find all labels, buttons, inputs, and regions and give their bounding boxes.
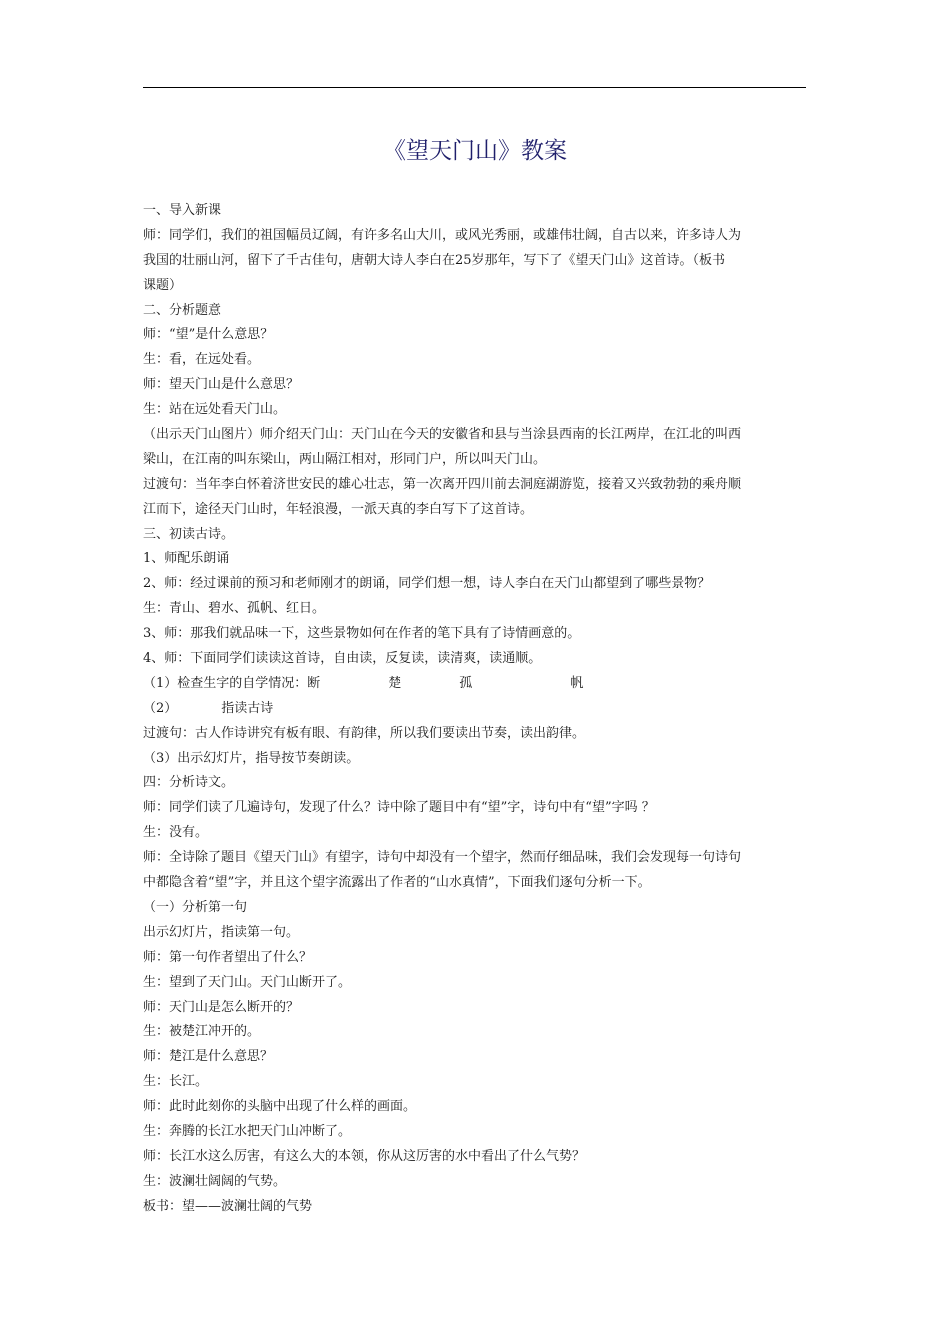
character-item: 帆	[570, 675, 584, 691]
document-body	[143, 199, 808, 1220]
text-line: 3、师：那我们就品味一下，这些景物如何在作者的笔下具有了诗情画意的。	[143, 626, 581, 642]
text-line: 生：望到了天门山。天门山断开了。	[143, 974, 352, 990]
text-line: 师：“望”是什么意思？	[143, 327, 274, 343]
text-line: 出示幻灯片，指读第一句。	[143, 924, 300, 940]
text-line: 生：被楚江冲开的。	[143, 1024, 261, 1040]
text-line: 师：天门山是怎么断开的？	[143, 999, 300, 1015]
text-line: 4、师：下面同学们读读这首诗，自由读，反复读，读清爽，读通顺。	[143, 651, 542, 667]
header-rule	[143, 87, 806, 88]
character-item: 楚	[388, 675, 402, 691]
text-line: 师：第一句作者望出了什么？	[143, 949, 313, 965]
text-line: 我国的壮丽山河，留下了千古佳句，唐朝大诗人李白在25岁那年，写下了《望天门山》这首诗。（板书	[143, 252, 726, 268]
text-line: 生：长江。	[143, 1074, 209, 1090]
step-text: 指读古诗	[221, 700, 274, 716]
text-line: （3）出示幻灯片，指导按节奏朗读。	[143, 750, 360, 766]
text-line: 生：青山、碧水、孤帆、红日。	[143, 601, 326, 617]
text-line: 师：楚江是什么意思？	[143, 1049, 274, 1065]
text-line: 1、师配乐朗诵	[143, 551, 230, 567]
subsection-heading: （一）分析第一句	[143, 899, 248, 915]
text-line: 师：此时此刻你的头脑中出现了什么样的画面。	[143, 1099, 417, 1115]
text-line: 生：没有。	[143, 825, 209, 841]
text-line: 生：站在远处看天门山。	[143, 402, 287, 418]
text-line: 2、师：经过课前的预习和老师刚才的朗诵，同学们想一想，诗人李白在天门山都望到了哪些景物？	[143, 576, 711, 592]
character-item: 孤	[459, 675, 473, 691]
text-line: 课题）	[143, 277, 183, 293]
character-check-prefix: （1）检查生字的自学情况：断	[143, 675, 321, 691]
text-line: 师：同学们读了几遍诗句，发现了什么？诗中除了题目中有“望”字，诗句中有“望”字吗 ？	[143, 800, 655, 816]
text-line: 一、导入新课	[143, 203, 222, 218]
step-number: （2）	[143, 700, 178, 716]
text-line: （出示天门山图片）师介绍天门山：天门山在今天的安徽省和县与当涂县西南的长江两岸，在江北的叫西	[143, 427, 742, 443]
text-line: 师：长江水这么厉害，有这么大的本领，你从这厉害的水中看出了什么气势？	[143, 1148, 586, 1164]
text-line: 师：同学们，我们的祖国幅员辽阔，有许多名山大川，或风光秀丽，或雄伟壮阔，自古以来，许多诗人为	[143, 227, 742, 243]
step-line	[143, 697, 808, 722]
text-line: 师：全诗除了题目《望天门山》有望字，诗句中却没有一个望字，然而仔细品味，我们会发现每一句诗句	[143, 850, 742, 866]
text-line: 梁山，在江南的叫东梁山，两山隔江相对，形同门户，所以叫天门山。	[143, 451, 547, 467]
text-line: 生：波澜壮阔阔的气势。	[143, 1173, 287, 1189]
text-line: 过渡句：古人作诗讲究有板有眼、有韵律，所以我们要读出节奏，读出韵律。	[143, 725, 586, 741]
section-heading: 三、初读古诗。	[143, 526, 235, 542]
text-line: 过渡句：当年李白怀着济世安民的雄心壮志，第一次离开四川前去洞庭湖游览，接着又兴致勃勃的乘舟顺	[143, 476, 742, 492]
document-title: 《望天门山》教案	[383, 138, 567, 164]
text-line: 生：看，在远处看。	[143, 352, 261, 368]
text-line: 师：望天门山是什么意思？	[143, 377, 300, 393]
text-line: 中都隐含着“望”字，并且这个望字流露出了作者的“山水真情”，下面我们逐句分析一下。	[143, 875, 651, 891]
blackboard-note: 板书：望——波澜壮阔的气势	[143, 1198, 313, 1214]
text-line: 生：奔腾的长江水把天门山冲断了。	[143, 1123, 352, 1139]
section-heading: 四：分析诗文。	[143, 775, 235, 791]
character-check-line	[143, 672, 808, 697]
text-line: 江而下，途径天门山时，年轻浪漫，一派天真的李白写下了这首诗。	[143, 501, 534, 517]
section-heading: 二、分析题意	[143, 302, 222, 318]
